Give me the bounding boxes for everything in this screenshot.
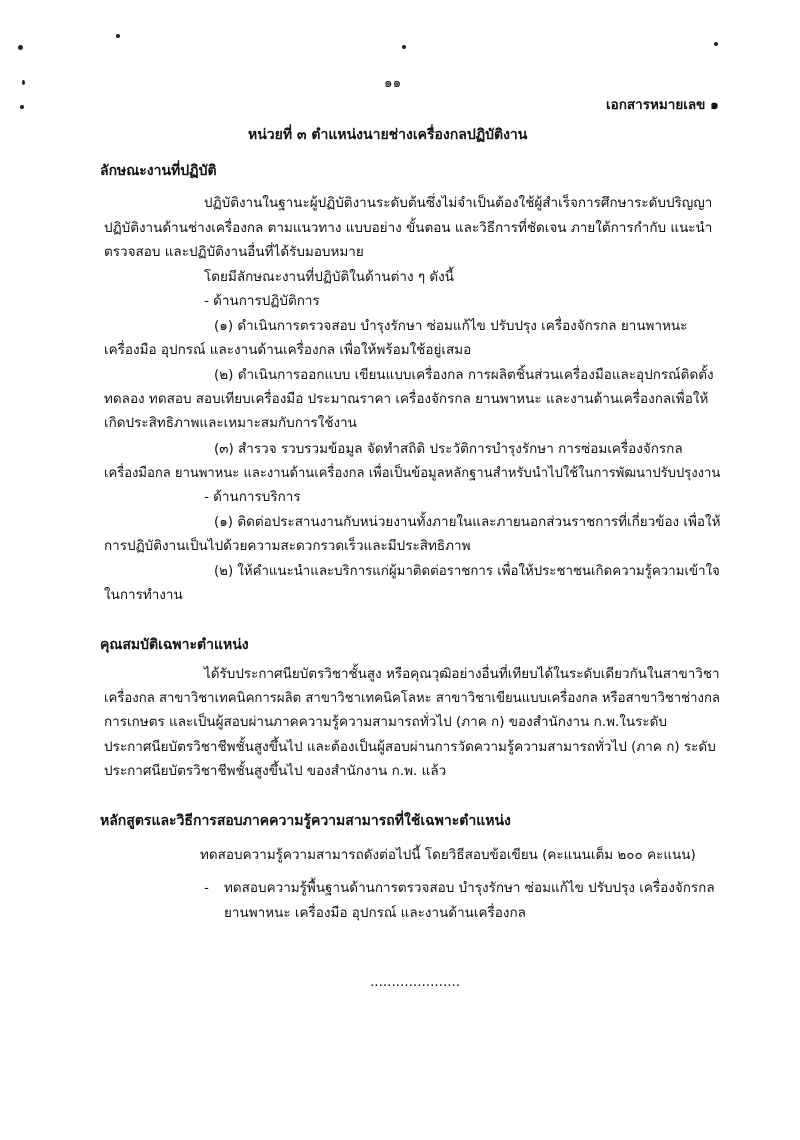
scan-speck xyxy=(22,80,25,85)
list-item-line: เครื่องมือ อุปกรณ์ และงานด้านเครื่องกล เพื่อให้พร้อมใช้อยู่เสมอ xyxy=(104,342,472,358)
scan-speck xyxy=(116,34,120,38)
paragraph-line: ปฏิบัติงานด้านช่างเครื่องกล ตามแนวทาง แบบอย่าง ขั้นตอน และวิธีการที่ชัดเจน ภายใต้การกำกับ แนะนำ xyxy=(104,220,713,236)
subheading-services: - ด้านการบริการ xyxy=(204,489,301,505)
document-reference: เอกสารหมายเลข ๑ xyxy=(606,97,719,113)
list-item-line: ในการทำงาน xyxy=(104,587,183,603)
bullet-line: ยานพาหนะ เครื่องมือ อุปกรณ์ และงานด้านเครื่องกล xyxy=(224,905,526,921)
list-item-line: (๒) ดำเนินการออกแบบ เขียนแบบเครื่องกล การผลิตชิ้นส่วนเครื่องมือและอุปกรณ์ติดตั้ง xyxy=(214,367,714,383)
scan-speck xyxy=(20,105,24,109)
paragraph-line: ประกาศนียบัตรวิชาชีพชั้นสูงขึ้นไป และต้องเป็นผู้สอบผ่านการวัดความรู้ความสามารถทั่วไป (ภาค ก) ระดับ xyxy=(104,739,716,755)
subheading-operations: - ด้านการปฏิบัติการ xyxy=(204,293,320,309)
scan-speck xyxy=(714,42,718,46)
page-title: หน่วยที่ ๓ ตำแหน่งนายช่างเครื่องกลปฏิบัติงาน xyxy=(248,127,528,143)
scan-speck xyxy=(18,45,23,50)
list-item-line: (๓) สำรวจ รวบรวมข้อมูล จัดทำสถิติ ประวัติการบำรุงรักษา การซ่อมเครื่องจักรกล xyxy=(214,441,683,457)
bullet-line: ทดสอบความรู้พื้นฐานด้านการตรวจสอบ บำรุงรักษา ซ่อมแก้ไข ปรับปรุง เครื่องจักรกล xyxy=(224,880,715,896)
paragraph-line: ทดสอบความรู้ความสามารถดังต่อไปนี้ โดยวิธีสอบข้อเขียน (คะแนนเต็ม ๒๐๐ คะแนน) xyxy=(200,847,696,863)
paragraph-line: ปฏิบัติงานในฐานะผู้ปฏิบัติงานระดับต้นซึ่งไม่จำเป็นต้องใช้ผู้สำเร็จการศึกษาระดับปริญญา xyxy=(204,195,713,211)
list-item-line: เครื่องมือกล ยานพาหนะ และงานด้านเครื่องกล เพื่อเป็นข้อมูลหลักฐานสำหรับนำไปใช้ในการพัฒนาปรับปรุงงาน xyxy=(104,465,721,481)
list-item-line: (๒) ให้คำแนะนำและบริการแก่ผู้มาติดต่อราชการ เพื่อให้ประชาชนเกิดความรู้ความเข้าใจ xyxy=(214,563,720,579)
page-number: ๑๑ xyxy=(384,75,402,91)
paragraph-line: ประกาศนียบัตรวิชาชีพชั้นสูงขึ้นไป ของสำนักงาน ก.พ. แล้ว xyxy=(104,763,447,779)
section-heading-duties: ลักษณะงานที่ปฏิบัติ xyxy=(100,163,217,179)
list-item-line: (๑) ติดต่อประสานงานกับหน่วยงานทั้งภายในและภายนอกส่วนราชการที่เกี่ยวข้อง เพื่อให้ xyxy=(214,514,721,530)
list-item-line: เกิดประสิทธิภาพและเหมาะสมกับการใช้งาน xyxy=(104,415,357,431)
scan-speck xyxy=(402,45,406,49)
paragraph-line: ตรวจสอบ และปฏิบัติงานอื่นที่ได้รับมอบหมาย xyxy=(104,244,364,260)
list-item-line: (๑) ดำเนินการตรวจสอบ บำรุงรักษา ซ่อมแก้ไข ปรับปรุง เครื่องจักรกล ยานพาหนะ xyxy=(214,318,688,334)
list-item-line: ทดลอง ทดสอบ สอบเทียบเครื่องมือ ประมาณราคา เครื่องจักรกล ยานพาหนะ และงานด้านเครื่องกลเพื่อให้ xyxy=(104,391,709,407)
section-heading-qualifications: คุณสมบัติเฉพาะตำแหน่ง xyxy=(100,637,249,653)
bullet-marker: - xyxy=(204,880,209,896)
paragraph-line: เครื่องกล สาขาวิชาเทคนิคการผลิต สาขาวิชาเทคนิคโลหะ สาขาวิชาเขียนแบบเครื่องกล หรือสาขาวิชาช่างกล xyxy=(104,690,721,706)
paragraph-line: โดยมีลักษณะงานที่ปฏิบัติในด้านต่าง ๆ ดังนี้ xyxy=(204,269,454,285)
end-dots: ..................... xyxy=(370,974,461,990)
paragraph-line: การเกษตร และเป็นผู้สอบผ่านภาคความรู้ความสามารถทั่วไป (ภาค ก) ของสำนักงาน ก.พ.ในระดับ xyxy=(104,714,667,730)
section-heading-exam: หลักสูตรและวิธีการสอบภาคความรู้ความสามารถที่ใช้เฉพาะตำแหน่ง xyxy=(100,813,511,829)
list-item-line: การปฏิบัติงานเป็นไปด้วยความสะดวกรวดเร็วและมีประสิทธิภาพ xyxy=(104,538,471,554)
paragraph-line: ได้รับประกาศนียบัตรวิชาชั้นสูง หรือคุณวุฒิอย่างอื่นที่เทียบได้ในระดับเดียวกันในสาขาวิชา xyxy=(204,666,720,682)
